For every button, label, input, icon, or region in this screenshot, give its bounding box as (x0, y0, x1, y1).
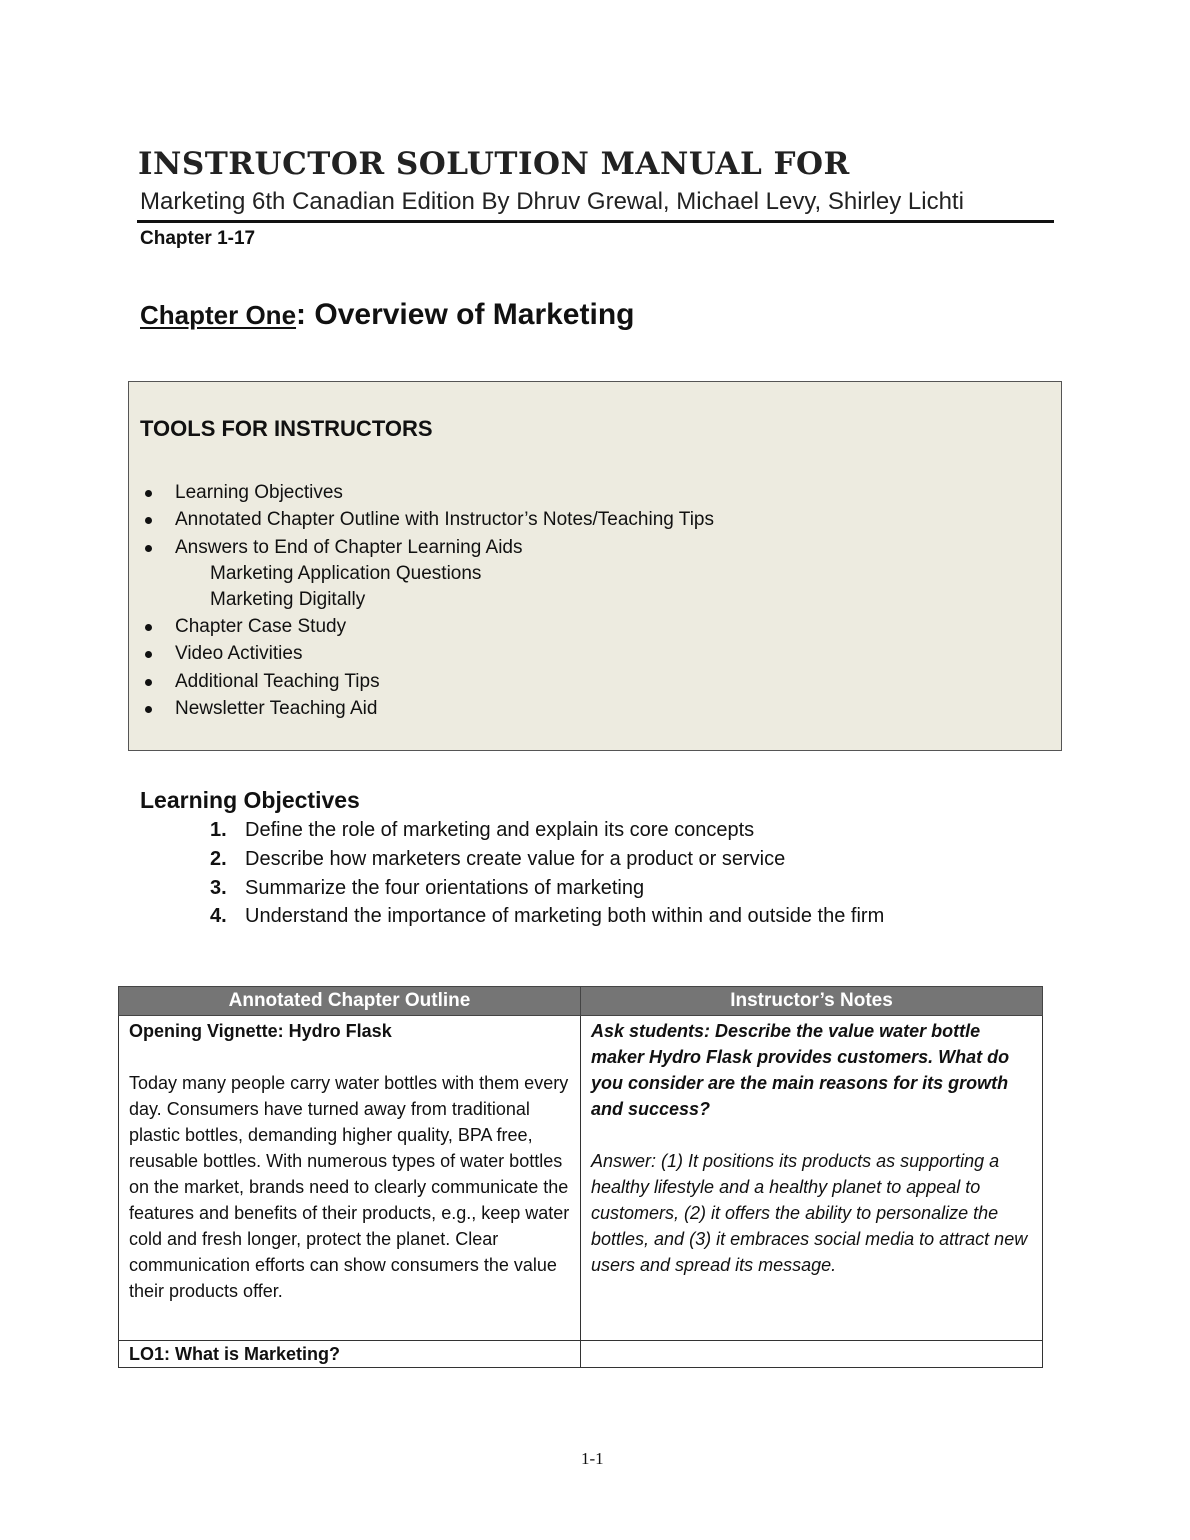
tool-item-label: Learning Objectives (175, 482, 343, 503)
learning-objective (210, 819, 754, 842)
tool-item-label: Answers to End of Chapter Learning Aids (175, 537, 523, 558)
table-row (119, 1016, 1043, 1341)
tool-subitem (210, 589, 365, 611)
chapter-label: Chapter One (140, 300, 297, 330)
table-header-row (119, 987, 1043, 1016)
page-number: 1-1 (581, 1449, 604, 1468)
bullet-icon (145, 517, 152, 524)
tool-item (175, 509, 714, 531)
tool-item (175, 671, 380, 693)
tool-item-label: Newsletter Teaching Aid (175, 698, 378, 719)
book-subtitle: Marketing 6th Canadian Edition By Dhruv Grewal, Michael Levy, Shirley Lichti (140, 188, 964, 215)
tool-subitem (210, 563, 481, 585)
chapter-range: Chapter 1-17 (140, 228, 256, 249)
learning-objectives-heading: Learning Objectives (140, 787, 360, 813)
tool-item-label: Additional Teaching Tips (175, 671, 380, 692)
learning-objective (210, 848, 785, 871)
table-row (119, 1341, 1043, 1368)
tool-item-label: Chapter Case Study (175, 616, 347, 637)
tool-item (175, 482, 343, 504)
notes-question: Ask students: Describe the value water bottle maker Hydro Flask provides customers. What do you consider are the main reasons for its growth and success? (591, 1021, 1010, 1119)
objective-number: 4. (210, 905, 227, 927)
outline-cell: LO1: What is Marketing? (119, 1341, 581, 1368)
objective-number: 3. (210, 877, 227, 899)
manual-title: INSTRUCTOR SOLUTION MANUAL FOR (138, 146, 850, 182)
notes-cell (581, 1016, 1043, 1341)
objective-text: Define the role of marketing and explain its core concepts (245, 819, 755, 841)
learning-objective (210, 877, 644, 900)
bullet-icon (145, 651, 152, 658)
tool-item-label: Marketing Digitally (210, 589, 366, 610)
notes-cell (581, 1341, 1043, 1368)
objective-text: Describe how marketers create value for a product or service (245, 848, 786, 870)
bullet-icon (145, 679, 152, 686)
chapter-title: Overview of Marketing (306, 298, 635, 331)
tool-item-label: Annotated Chapter Outline with Instructor’s Notes/Teaching Tips (175, 509, 714, 530)
tool-item (175, 698, 377, 720)
objective-text: Understand the importance of marketing both within and outside the firm (245, 905, 885, 927)
tool-item (175, 643, 302, 665)
vignette-title: Opening Vignette: Hydro Flask (129, 1021, 392, 1041)
tools-for-instructors-box (128, 381, 1062, 751)
column-header-notes: Instructor’s Notes (581, 987, 1043, 1016)
column-header-outline: Annotated Chapter Outline (119, 987, 581, 1016)
chapter-heading (140, 298, 634, 332)
vignette-body: Today many people carry water bottles with them every day. Consumers have turned away from traditional plastic bottles, demanding higher quality, BPA free, reusable bottles. With numerous types of water bottles on the market, brands need to clearly communicate the features and benefits of their products, e.g., keep water cold and fresh longer, protect the planet. Clear communication efforts can show consumers the value their products offer. (129, 1073, 570, 1301)
bullet-icon (145, 706, 152, 713)
tool-item (175, 616, 346, 638)
objective-number: 2. (210, 848, 227, 870)
learning-objective (210, 905, 884, 928)
tool-item-label: Marketing Application Questions (210, 563, 482, 584)
bullet-icon (145, 490, 152, 497)
bullet-icon (145, 624, 152, 631)
chapter-outline-table (118, 986, 1043, 1368)
chapter-separator: : (296, 298, 307, 331)
objective-text: Summarize the four orientations of marketing (245, 877, 645, 899)
objective-number: 1. (210, 819, 227, 841)
outline-cell (119, 1016, 581, 1341)
title-divider (137, 220, 1054, 223)
tool-item (175, 537, 522, 559)
notes-answer: Answer: (1) It positions its products as supporting a healthy lifestyle and a healthy planet to appeal to customers, (2) it offers the ability to personalize the bottles, and (3) it embraces social media to attract new users and spread its message. (591, 1151, 1028, 1275)
bullet-icon (145, 545, 152, 552)
tool-item-label: Video Activities (175, 643, 303, 664)
tools-heading: TOOLS FOR INSTRUCTORS (140, 416, 433, 441)
